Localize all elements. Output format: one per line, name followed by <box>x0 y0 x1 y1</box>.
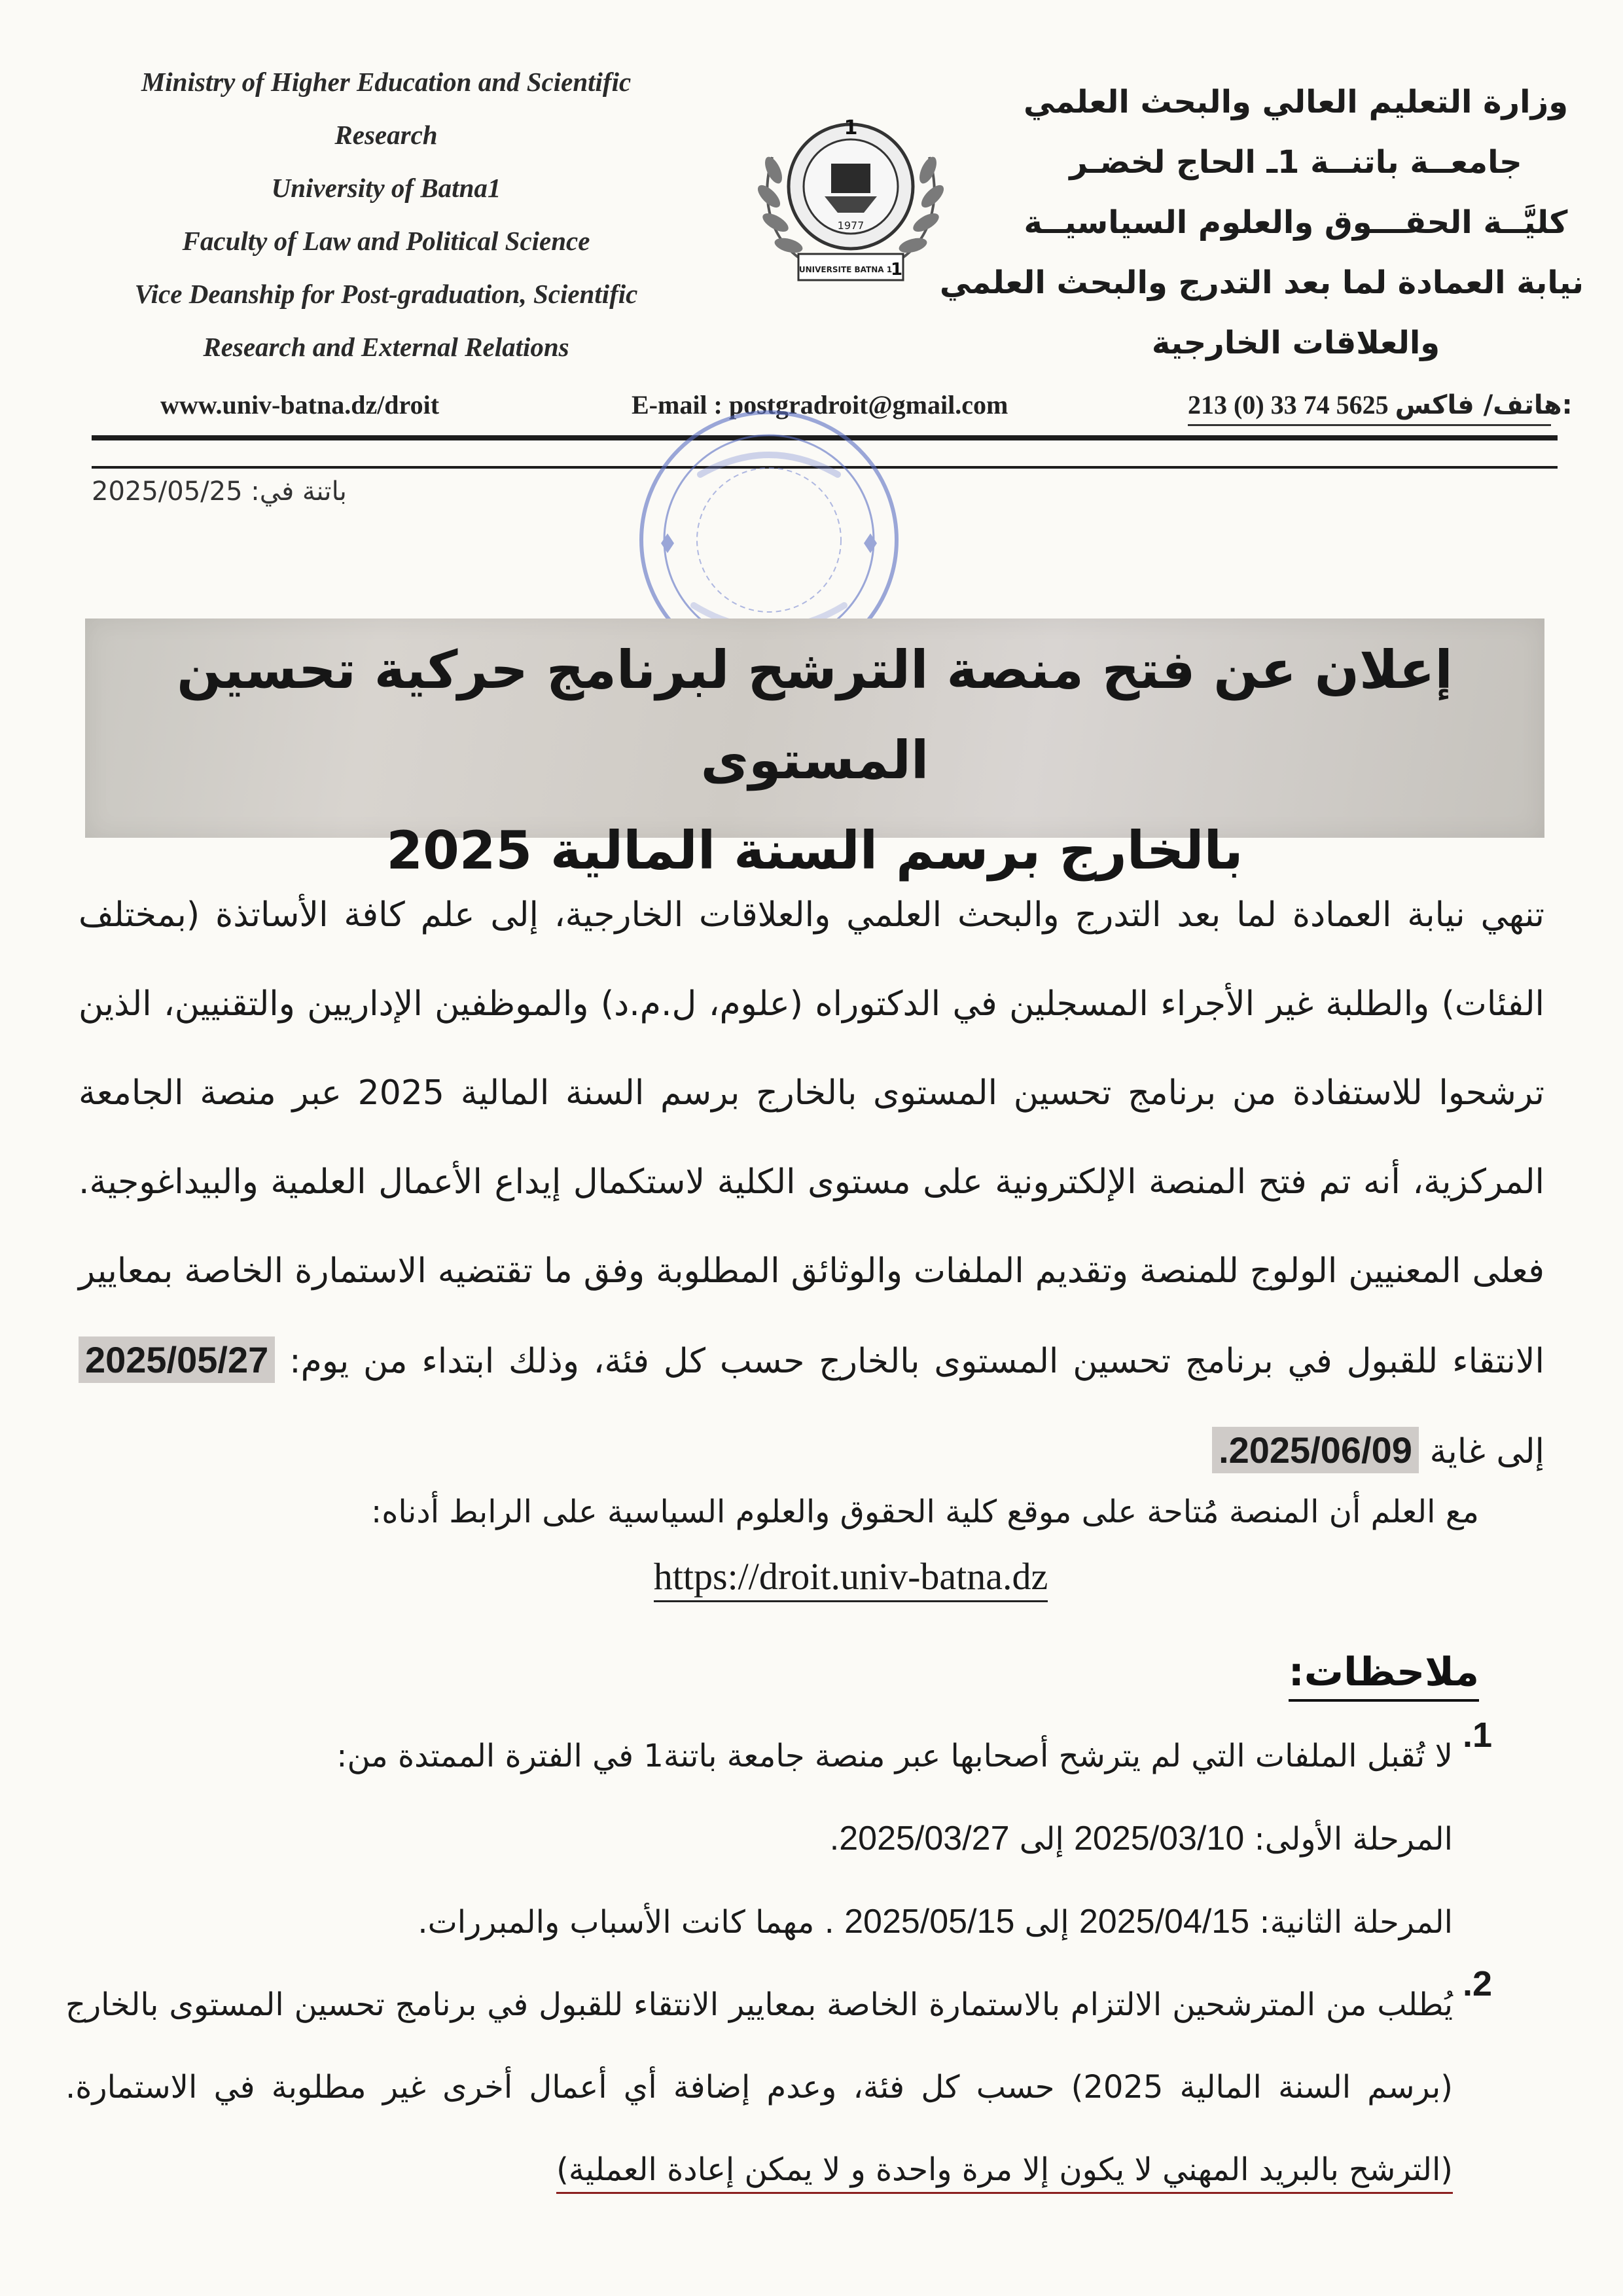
english-header-line: University of Batna1 <box>271 173 501 203</box>
end-date: 2025/06/09. <box>1212 1427 1419 1473</box>
note-item-1 <box>65 1715 1492 1964</box>
phase-2-to: 2025/05/15 <box>844 1903 1015 1941</box>
note-2-body: يُطلب من المترشحين الالتزام بالاستمارة الخاصة بمعايير الانتقاء للقبول في برنامج تحسين المستوى بالخارج (برسم السنة المالية 2025) حسب كل فئة، وعدم إضافة أي أعمال أخرى غير مطلوبة في الاستمارة. <box>65 1986 1454 2106</box>
logo-number: 1 <box>844 117 858 139</box>
phase-1-label: المرحلة الأولى: <box>1254 1821 1453 1857</box>
arabic-header-line: كليَّــة الحقـــوق والعلوم السياسيــة <box>1024 204 1568 241</box>
english-header-line: Ministry of Higher Education and Scientific <box>141 67 632 97</box>
announcement-title <box>98 625 1531 896</box>
platform-note: مع العلم أن المنصة مُتاحة على موقع كلية الحقوق والعلوم السياسية على الرابط أدناه: <box>371 1494 1479 1530</box>
date-value: 2025/05/25 <box>92 476 243 507</box>
phase-2-suffix: . مهما كانت الأسباب والمبررات. <box>418 1904 834 1941</box>
arabic-header-line: وزارة التعليم العالي والبحث العلمي <box>1023 84 1569 120</box>
phone-label: هاتف/ فاكس: <box>1395 390 1573 420</box>
logo-label: UNIVERSITE BATNA 1 <box>798 265 893 274</box>
phone-fax <box>1188 389 1573 420</box>
note-2-text <box>65 1964 1453 2211</box>
phase-1-to: 2025/03/27. <box>829 1820 1010 1857</box>
phone-underline <box>1188 424 1551 426</box>
english-header <box>92 56 681 374</box>
phase-1-to-word: إلى <box>1019 1821 1064 1857</box>
logo-number-badge: 1 <box>890 260 903 279</box>
phase-1-from: 2025/03/10 <box>1074 1820 1245 1857</box>
phone-number: 213 (0) 33 74 5625 <box>1188 390 1389 420</box>
announcement-body <box>79 870 1544 1496</box>
note-2-underlined: (الترشح بالبريد المهني لا يكون إلا مرة واحدة و لا يمكن إعادة العملية) <box>556 2151 1453 2194</box>
platform-url-link[interactable]: https://droit.univ-batna.dz <box>654 1555 1048 1602</box>
arabic-header-line: والعلاقات الخارجية <box>1151 325 1440 361</box>
phase-2-label: المرحلة الثانية: <box>1259 1904 1453 1941</box>
arabic-header <box>939 72 1584 373</box>
until-label: إلى غاية <box>1429 1432 1544 1471</box>
document-date <box>92 476 347 507</box>
english-header-line: Faculty of Law and Political Science <box>182 226 590 256</box>
website-link[interactable]: www.univ-batna.dz/droit <box>160 390 440 420</box>
note-1-phase-2 <box>65 1880 1453 1964</box>
note-1-text: لا تُقبل الملفات التي لم يترشح أصحابها عبر منصة جامعة باتنة1 في الفترة الممتدة من: <box>336 1738 1453 1774</box>
date-label: باتنة في: <box>251 476 347 507</box>
notes-list <box>65 1715 1492 2211</box>
phase-2-to-word: إلى <box>1024 1904 1069 1941</box>
note-1-phase-1 <box>65 1797 1453 1880</box>
note-number: 2. <box>1462 1964 1492 2003</box>
platform-url[interactable] <box>393 1554 1309 1598</box>
phase-2-from: 2025/04/15 <box>1079 1903 1250 1941</box>
note-number: 1. <box>1462 1715 1492 1755</box>
notes-heading <box>1243 1649 1479 1695</box>
title-line-2: بالخارج برسم السنة المالية 2025 <box>386 820 1243 881</box>
logo-year: 1977 <box>837 219 865 232</box>
note-item-2 <box>65 1964 1492 2211</box>
university-logo-icon <box>733 98 969 295</box>
notes-heading-text: ملاحظات: <box>1289 1649 1479 1702</box>
email-address[interactable]: E-mail : postgradroit@gmail.com <box>632 390 1008 420</box>
english-header-line: Research and External Relations <box>203 332 569 362</box>
english-header-line: Research <box>334 120 438 150</box>
arabic-header-line: جامعــة باتنــة 1ـ الحاج لخضـر <box>1069 144 1522 181</box>
start-date: 2025/05/27 <box>79 1336 275 1383</box>
body-paragraph: تنهي نيابة العمادة لما بعد التدرج والبحث العلمي والعلاقات الخارجية، إلى علم كافة الأساتذة (بمختلف الفئات) والطلبة غير الأجراء المسجلين في الدكتوراه (علوم، ل.م.د) والموظفين الإداريين والتقنيين، الذين ترشحوا للاستفادة من برنامج تحسين المستوى بالخارج برسم السنة المالية 2025 عبر منصة الجامعة المركزية، أنه تم فتح المنصة الإلكترونية على مستوى الكلية لاستكمال إيداع الأعمال العلمية والبيداغوجية. فعلى المعنيين الولوج للمنصة وتقديم الملفات والوثائق المطلوبة وفق ما تقتضيه الاستمارة الخاصة بمعايير الانتقاء للقبول في برنامج تحسين المستوى بالخارج حسب كل فئة، وذلك ابتداء من يوم: <box>79 895 1544 1381</box>
title-line-1: إعلان عن فتح منصة الترشح لبرنامج حركية تحسين المستوى <box>177 639 1453 791</box>
arabic-header-line: نيابة العمادة لما بعد التدرج والبحث العلمي <box>939 264 1584 301</box>
english-header-line: Vice Deanship for Post-graduation, Scientific <box>134 279 638 309</box>
